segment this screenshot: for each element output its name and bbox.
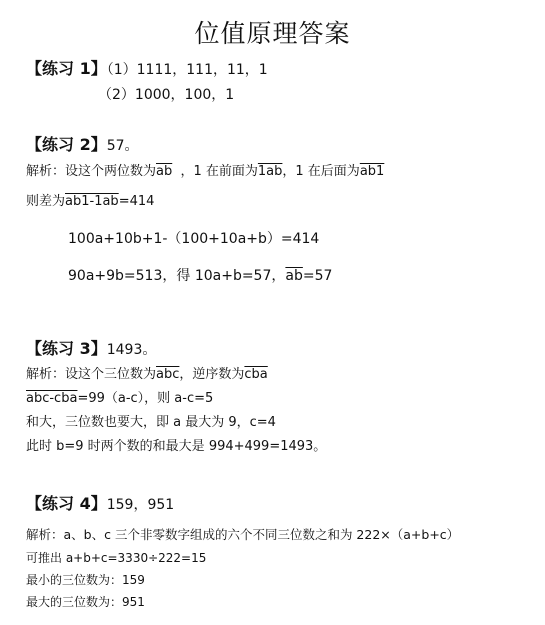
exercise-3-line-3: 和大，三位数也要大，即 a 最大为 9，c=4 — [26, 415, 276, 430]
analysis-mid-1: ，1 在前面为 — [180, 164, 258, 179]
exercise-2-equation-1: 100a+10b+1-（100+10a+b）=414 — [68, 231, 320, 247]
exercise-4-line-2: 可推出 a+b+c=3330÷222=15 — [26, 551, 207, 565]
exercise-4-heading — [26, 495, 174, 514]
exercise-4-answer: 159，951 — [106, 497, 175, 513]
one-ab-overline: 1ab — [257, 164, 283, 179]
ab-overline: $\overline{ab}$ — [156, 164, 173, 179]
analysis-mid: ，逆序数为 — [179, 367, 245, 382]
analysis-prefix: 解析：设这个三位数为 — [26, 367, 157, 382]
exercise-4-line-1: 解析：a、b、c 三个非零数字组成的六个不同三位数之和为 222×（a+b+c） — [26, 527, 460, 542]
analysis-mid-2: ，1 在后面为 — [282, 164, 360, 179]
eq2-suffix: =57 — [302, 268, 333, 284]
exercise-3-analysis — [26, 366, 268, 384]
exercise-4-line-3: 最小的三位数为：159 — [26, 573, 145, 587]
diff-expression: ab1-1ab — [65, 194, 119, 209]
exercise-2-difference — [26, 193, 154, 211]
abc-overline: $\overline{abc}$ — [156, 367, 180, 382]
exercise-3-heading — [26, 340, 156, 359]
exercise-4-line-4: 最大的三位数为：951 — [26, 595, 145, 609]
exercise-4-label: 【练习 4】 — [26, 494, 107, 513]
exercise-2-heading — [26, 136, 139, 155]
exercise-2-answer: 57。 — [106, 138, 139, 154]
cba-overline: $\overline{cba}$ — [244, 367, 268, 382]
line-2-rest: =99（a-c），则 a-c=5 — [77, 391, 214, 406]
exercise-2-label: 【练习 2】 — [26, 135, 107, 154]
ab-one-overline: ab1 — [359, 164, 385, 179]
eq2-prefix: 90a+9b=513，得 10a+b=57， — [68, 268, 286, 284]
page-title: 位值原理答案 — [194, 19, 351, 48]
diff-result: =414 — [118, 194, 155, 209]
exercise-1-label: 【练习 1】 — [26, 59, 107, 78]
exercise-1-answer-2: （2）1000，100，1 — [98, 87, 235, 103]
diff-prefix: 则差为 — [26, 194, 66, 209]
abc-cba-expression: abc-cba — [26, 391, 78, 406]
exercise-1-answer-1: （1）1111，111，11，1 — [106, 62, 268, 78]
exercise-3-line-4: 此时 b=9 时两个数的和最大是 994+499=1493。 — [26, 439, 327, 454]
exercise-2-equation-2 — [68, 267, 332, 285]
exercise-3-answer: 1493。 — [106, 342, 157, 358]
eq2-ab-overline: $\overline{ab}$ — [285, 268, 303, 284]
exercise-1-heading — [26, 60, 268, 79]
exercise-2-analysis — [26, 163, 384, 181]
analysis-prefix: 解析：设这个两位数为 — [26, 164, 157, 179]
exercise-3-line-2 — [26, 390, 213, 408]
exercise-3-label: 【练习 3】 — [26, 339, 107, 358]
